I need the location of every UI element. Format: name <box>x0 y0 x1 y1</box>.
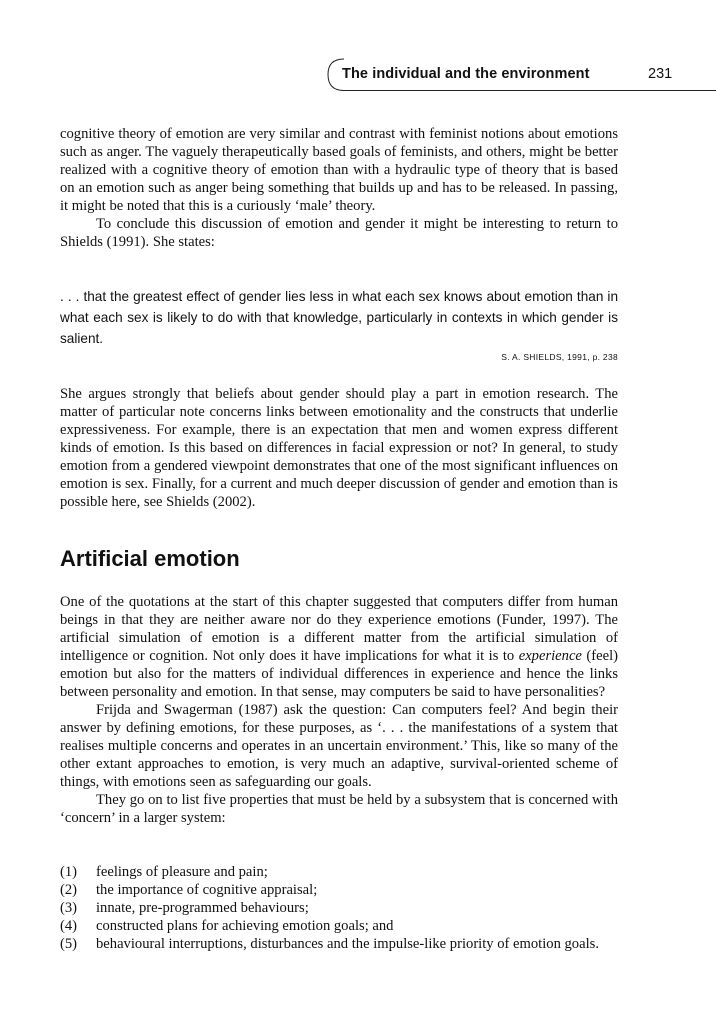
list-text: behavioural interruptions, disturbances and the impulse-like priority of emotion goals. <box>96 936 599 952</box>
list-number: (4) <box>60 918 78 934</box>
property-list <box>60 863 618 953</box>
list-number: (2) <box>60 882 78 898</box>
list-item <box>60 881 618 899</box>
page-number: 231 <box>648 66 673 82</box>
list-text: the importance of cognitive appraisal; <box>96 882 318 898</box>
list-number: (1) <box>60 864 78 880</box>
list-text: constructed plans for achieving emotion goals; and <box>96 918 394 934</box>
paragraph: They go on to list five properties that must be held by a subsystem that is concerned with ‘concern’ in a larger system: <box>60 792 618 826</box>
list-item <box>60 935 618 953</box>
paragraph: She argues strongly that beliefs about gender should play a part in emotion research. The matter of particular note concerns links between emotionality and the constructs that underlie expressiveness. For example, there is an expectation that men and women express different kinds of emotion. Is this based on differences in facial expression or not? In general, to study emotion from a gendered viewpoint demonstrates that one of the most significant influences on emotion is sex. Finally, for a current and much deeper discussion of gender and emotion than is possible here, see Shields (2002). <box>60 386 618 510</box>
list-text: feelings of pleasure and pain; <box>96 864 268 880</box>
paragraph: To conclude this discussion of emotion and gender it might be interesting to return to Shields (1991). She states: <box>60 216 618 250</box>
running-title: The individual and the environment <box>342 66 590 82</box>
top-text-block <box>60 125 618 251</box>
quote-text: . . . that the greatest effect of gender lies less in what each sex knows about emotion than in what each sex is likely to do with that knowledge, particularly in contexts in which gender is salient. <box>60 289 618 346</box>
list-number: (5) <box>60 936 78 952</box>
emphasis: experience <box>518 648 582 664</box>
list-item <box>60 863 618 881</box>
paragraph: Frijda and Swagerman (1987) ask the question: Can computers feel? And begin their answer by defining emotions, for these purposes, as ‘. . . the manifestations of a system that realises multiple concerns and operates in an uncertain environment.’ This, like so many of the other extant approaches to emotion, is very much an adaptive, survival-oriented scheme of things, with emotions seen as safeguarding our goals. <box>60 702 618 790</box>
list-text: innate, pre-programmed behaviours; <box>96 900 309 916</box>
section-heading: Artificial emotion <box>60 546 240 571</box>
section-text-block <box>60 593 618 827</box>
paragraph: cognitive theory of emotion are very similar and contrast with feminist notions about emotions such as anger. The vaguely therapeutically based goals of feminists, and others, might be better realized with a cognitive theory of emotion than with a hydraulic type of theory that is based on an emotion such as anger being something that builds up and has to be released. In passing, it might be noted that this is a curiously ‘male’ theory. <box>60 126 618 214</box>
list-item <box>60 917 618 935</box>
paragraph-text: (feel) emotion but also for the matters of individual differences in experience and hence the links between personality and emotion. In that sense, may computers be said to have personalities? <box>60 648 618 700</box>
running-head <box>326 57 716 93</box>
list-number: (3) <box>60 900 78 916</box>
block-quote <box>60 286 618 362</box>
middle-text-block <box>60 385 618 511</box>
paragraph-text: One of the quotations at the start of this chapter suggested that computers differ from human beings in that they are neither aware nor do they experience emotions (Funder, 1997). The artificial simulation of emotion is a different matter from the artificial simulation of intelligence or cognition. Not only does it have implications for what it is to <box>60 594 618 664</box>
paragraph <box>60 593 618 701</box>
quote-attribution: S. A. SHIELDS, 1991, p. 238 <box>501 352 618 362</box>
list-item <box>60 899 618 917</box>
property-list-wrap <box>60 863 618 953</box>
